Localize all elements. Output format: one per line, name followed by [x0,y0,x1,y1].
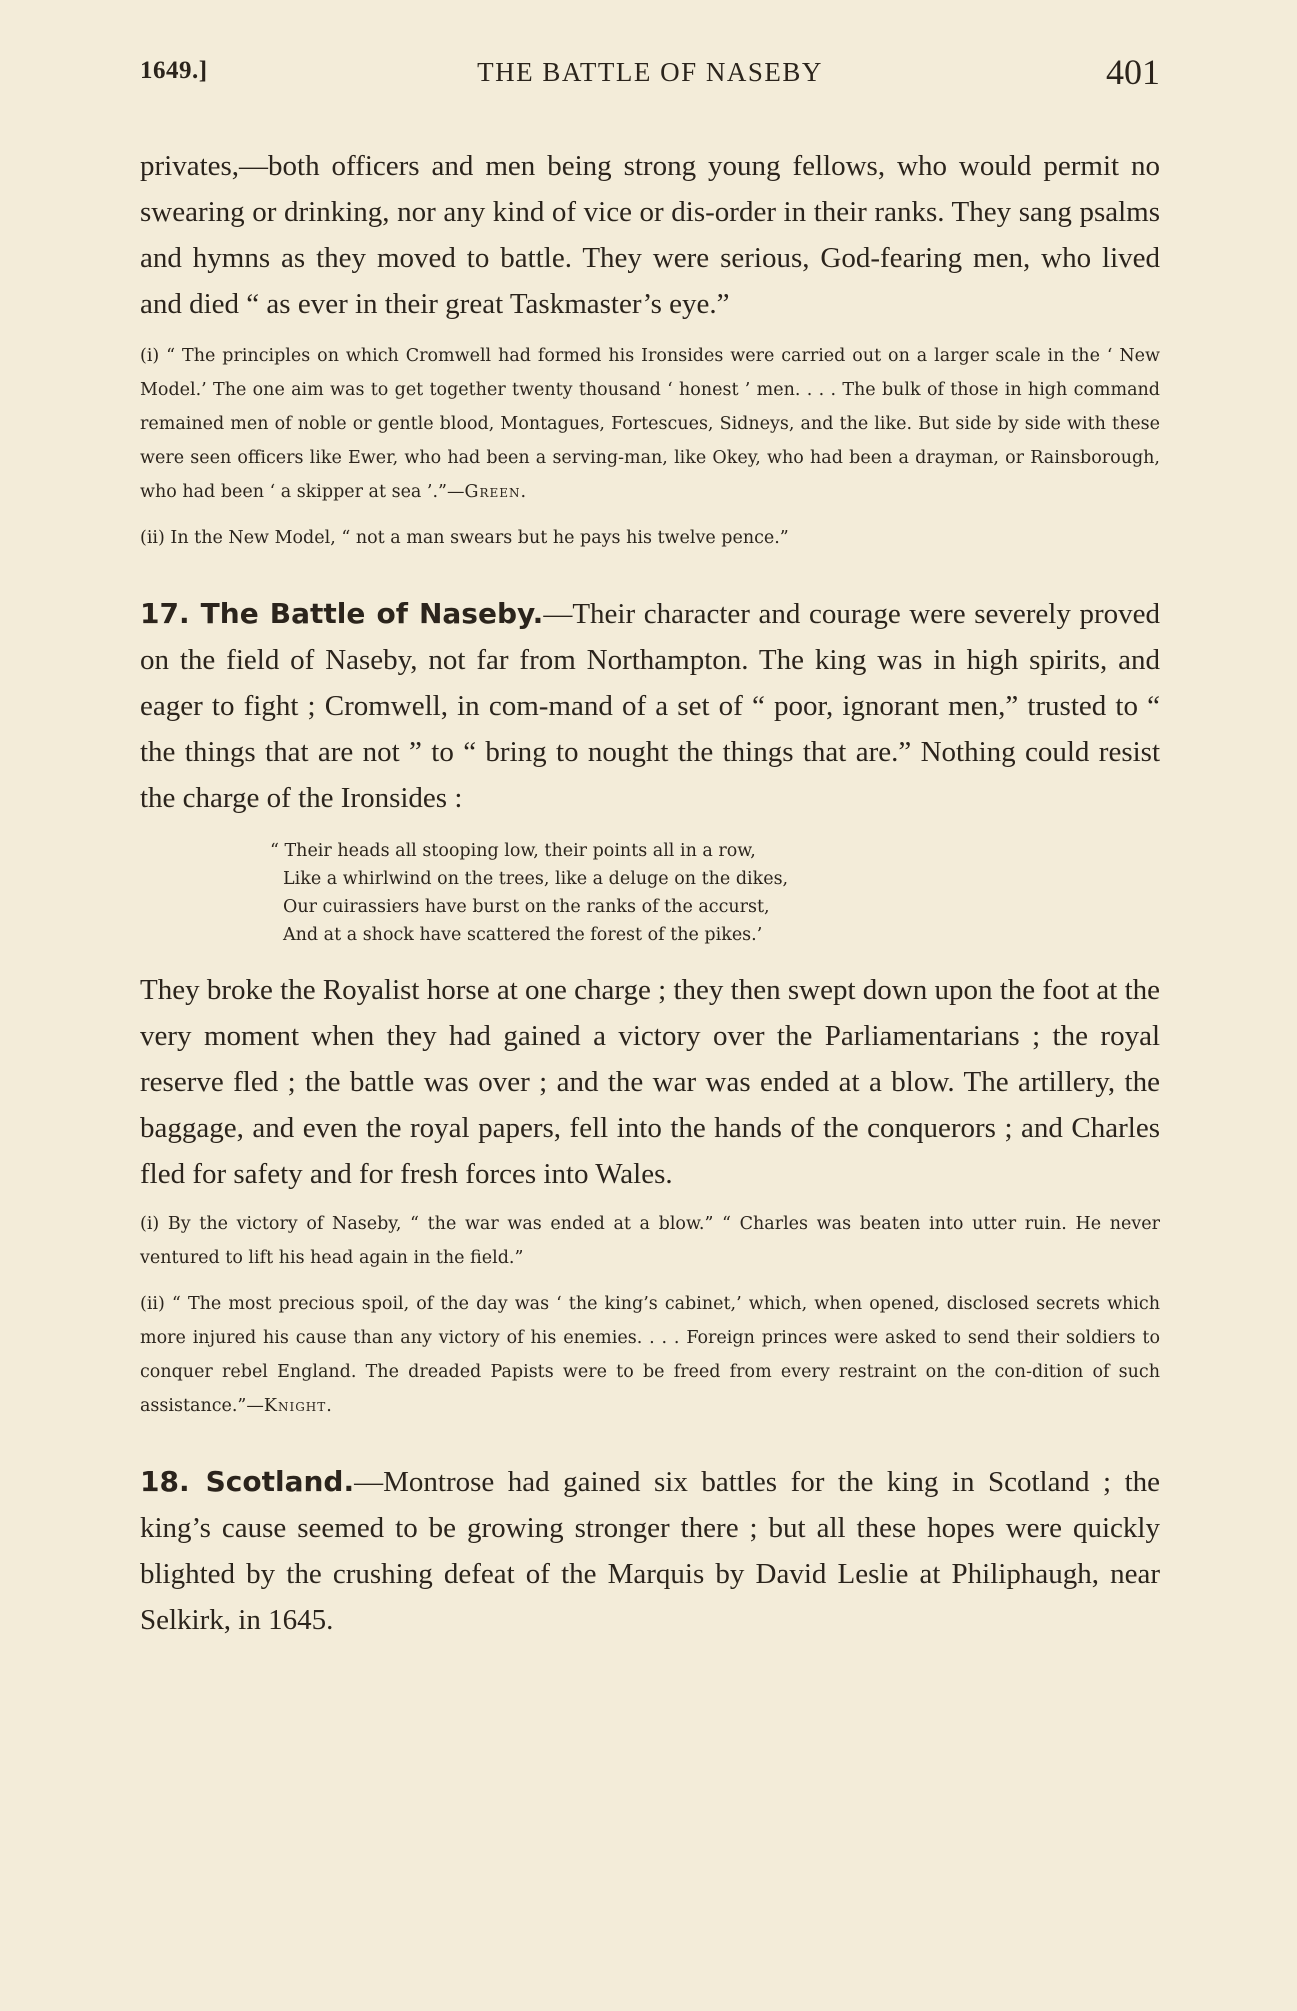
footnote-i-text: (i) “ The principles on which Cromwell had formed his Ironsides were carried out on a larger scale in the ‘ New Model.’ The one aim was to get together twenty thousand ‘ honest ’ men. . . . The bulk of those in high command remained men of noble or gentle blood, Montagues, Fortescues, Sidneys, and the like. But side by side with these were seen officers like Ewer, who had been a serving-man, like Okey, who had been a drayman, or Rainsborough, who had been ‘ a skipper at sea ’.”— [140,346,1160,502]
page-number: 401 [1106,52,1160,92]
header-year: 1649.] [140,57,208,84]
footnotes-naseby [140,1207,1160,1423]
section-17 [140,591,1160,821]
aftermath-paragraph: They broke the Royalist horse at one charge ; they then swept down upon the foot at the very moment when they had gained a victory over the Parliamentarians ; the royal reserve fled ; the battle was over ; and the war was ended at a blow. The artillery, the baggage, and even the royal papers, fell into the hands of the conquerors ; and Charles fled for safety and for fresh forces into Wales. [140,974,1160,1190]
footnote-i: (i) By the victory of Naseby, “ the war was ended at a blow.” “ Charles was beaten into utter ruin. He never ventured to lift his head again in the field.” [140,1214,1160,1268]
verse-line: “ Their heads all stooping low, their points all in a row, [270,841,756,861]
verse-line: Like a whirlwind on the trees, like a deluge on the dikes, [283,869,789,889]
intro-paragraph: privates,—both officers and men being strong young fellows, who would permit no swearing or drinking, nor any kind of vice or dis-order in their ranks. They sang psalms and hymns as they moved to battle. They were serious, God-fearing men, who lived and died “ as ever in their great Taskmaster’s eye.” [140,150,1160,320]
book-page [140,52,1160,1643]
section-18-heading: 18. Scotland. [140,1465,355,1498]
section-18-text: —Montrose had gained six battles for the king in Scotland ; the king’s cause seemed to be growing stronger there ; but all these hopes were quickly blighted by the crushing defeat of the Marquis by David Leslie at Philiphaugh, near Selkirk, in 1645. [140,1466,1160,1636]
footnote-ii: (ii) In the New Model, “ not a man swears but he pays his twelve pence.” [140,528,789,548]
header-title: THE BATTLE OF NASEBY [477,57,823,87]
footnote-author: Green. [464,482,528,502]
verse-line: And at a shock have scattered the forest of the pikes.’ [283,925,763,945]
section-17-text: —Their character and courage were severely proved on the field of Naseby, not far from Northampton. The king was in high spirits, and eager to fight ; Cromwell, in com-mand of a set of “ poor, ignorant men,” trusted to “ the things that are not ” to “ bring to nought the things that are.” Nothing could resist the charge of the Ironsides : [140,598,1160,814]
footnote-author: Knight. [263,1396,333,1416]
footnote-i [140,339,1160,509]
section-18-paragraph [140,1459,1160,1643]
section-17-paragraph [140,591,1160,821]
footnote-ii-text: (ii) “ The most precious spoil, of the day was ‘ the king’s cabinet,’ which, when opened, disclosed secrets which more injured his cause than any victory of his enemies. . . . Foreign princes were asked to send their soldiers to conquer rebel England. The dreaded Papists were to be freed from every restraint on the con-dition of such assistance.”— [140,1294,1160,1416]
section-17-heading: 17. The Battle of Naseby. [140,597,544,630]
footnotes-ironsides [140,339,1160,555]
verse-quotation [270,837,1160,949]
section-18 [140,1459,1160,1643]
running-header [140,52,1160,95]
verse-line: Our cuirassiers have burst on the ranks of the accurst, [283,897,770,917]
footnote-ii [140,1287,1160,1423]
